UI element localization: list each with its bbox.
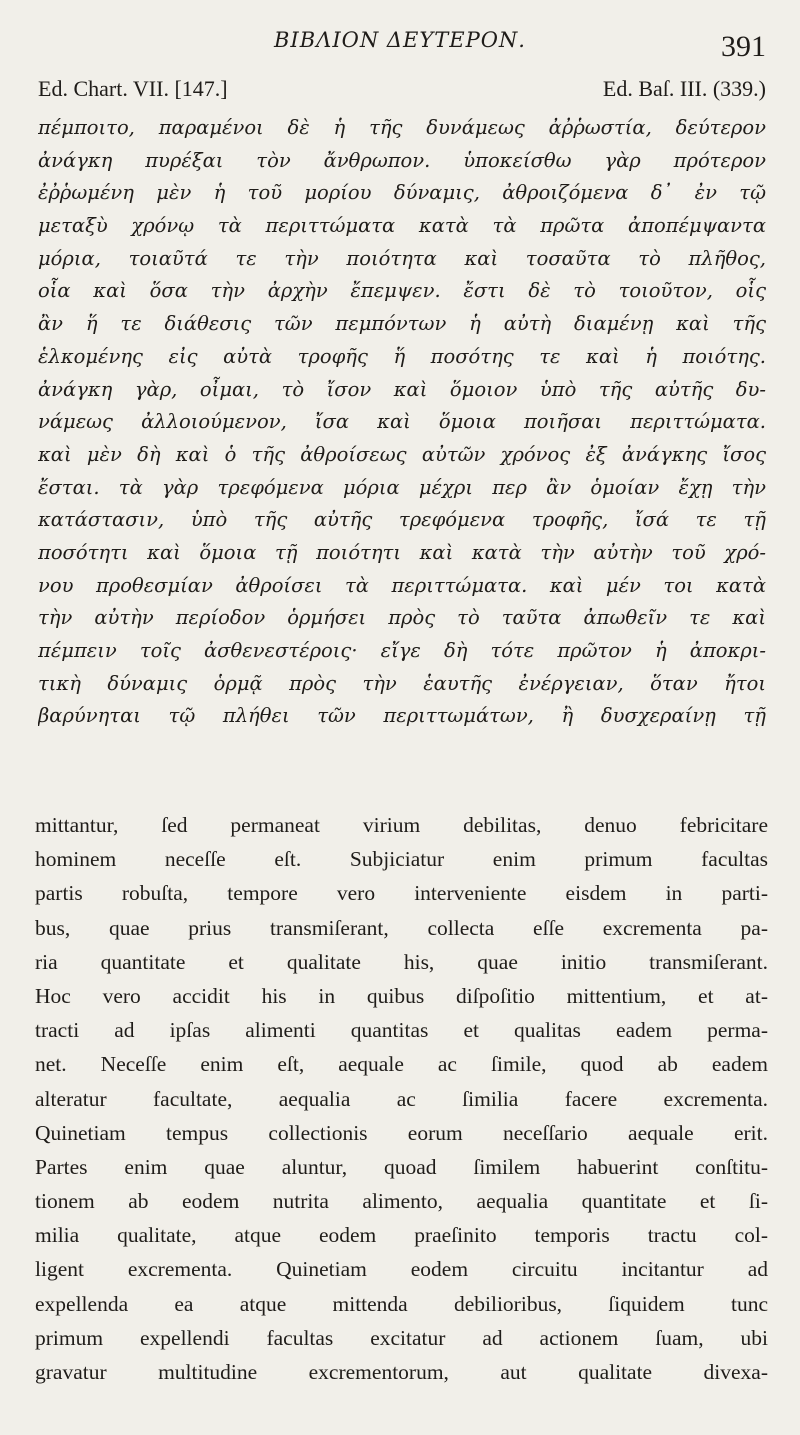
greek-text-line: μεταξὺ χρόνῳ τὰ περιττώματα κατὰ τὰ πρῶτα ἀποπέμψαντα [38,214,766,238]
greek-text-line: μόρια, τοιαῦτά τε τὴν ποιότητα καὶ τοσαῦτα τὸ πλῆθος, [38,246,766,270]
running-title: ΒΙΒΛΙΟΝ ΔΕΥΤΕΡΟΝ. [274,28,526,52]
latin-text-line: primum expellendi facultas excitatur ad actionem ſuam, ubi [35,1325,768,1350]
greek-text-line: καὶ μὲν δὴ καὶ ὁ τῆς ἀθροίσεως αὐτῶν χρόνος ἐξ ἀνάγκης ἴσος [38,442,766,466]
latin-text-line: tionem ab eodem nutrita alimento, aequalia quantitate et ſi- [35,1189,768,1214]
greek-text-line: ἂν ἥ τε διάθεσις τῶν πεμπόντων ἡ αὐτὴ διαμένῃ καὶ τῆς [38,312,766,336]
greek-text-line: τὴν αὐτὴν περίοδον ὁρμήσει πρὸς τὸ ταῦτα ἀπωθεῖν τε καὶ [38,606,766,630]
greek-text-line: τικὴ δύναμις ὁρμᾷ πρὸς τὴν ἑαυτῆς ἐνέργειαν, ὅταν ἤτοι [38,671,766,695]
greek-text-line: βαρύνηται τῷ πλήθει τῶν περιττωμάτων, ἢ δυσχεραίνῃ τῇ [38,704,766,728]
edition-reference-basel: Ed. Baſ. III. (339.) [602,76,766,101]
greek-text-block [38,112,766,733]
latin-text-line: gravatur multitudine excrementorum, aut qualitate divexa- [35,1360,768,1384]
latin-text-line: bus, quae prius transmiſerant, collecta eſſe excrementa pa- [35,915,768,940]
greek-text-line: πέμπειν τοῖς ἀσθενεστέροις· εἴγε δὴ τότε πρῶτον ἡ ἀποκρι- [38,639,766,662]
edition-reference-row [38,76,766,104]
latin-text-line: partis robuſta, tempore vero interveniente eisdem in parti- [35,881,768,906]
greek-text-line: κατάστασιν, ὑπὸ τῆς αὐτῆς τρεφόμενα τροφῆς, ἴσά τε τῇ [38,508,766,532]
latin-text-line: expellenda ea atque mittenda debilioribus, ſiquidem tunc [35,1291,768,1316]
latin-text-line: Quinetiam tempus collectionis eorum neceſſario aequale erit. [35,1120,768,1145]
greek-text-line: ἔσται. τὰ γὰρ τρεφόμενα μόρια μέχρι περ ἂν ὁμοίαν ἔχῃ τὴν [38,475,766,499]
page-number: 391 [721,30,766,63]
greek-text-line: ἑλκομένης εἰς αὐτὰ τροφῆς ἥ ποσότης τε καὶ ἡ ποιότης. [38,344,766,368]
latin-text-line: Hoc vero accidit his in quibus diſpoſitio mittentium, et at- [35,983,768,1008]
greek-text-line: πέμποιτο, παραμένοι δὲ ἡ τῆς δυνάμεως ἀῤῥωστία, δεύτερον [38,116,766,139]
latin-text-line: Partes enim quae aluntur, quoad ſimilem habuerint conſtitu- [35,1154,768,1179]
latin-text-line: ligent excrementa. Quinetiam eodem circuitu incitantur ad [35,1257,768,1282]
latin-text-line: ria quantitate et qualitate his, quae initio transmiſerant. [35,949,768,974]
latin-text-line: hominem neceſſe eſt. Subjiciatur enim primum facultas [35,847,768,872]
greek-text-line: ποσότητι καὶ ὅμοια τῇ ποιότητι καὶ κατὰ τὴν αὐτὴν τοῦ χρό- [38,540,766,564]
latin-text-block [35,808,768,1389]
greek-text-line: νάμεως ἀλλοιούμενον, ἴσα καὶ ὅμοια ποιῆσαι περιττώματα. [38,410,766,434]
latin-text-line: tracti ad ipſas alimenti quantitas et qualitas eadem perma- [35,1018,768,1043]
latin-text-line: alteratur facultate, aequalia ac ſimilia facere excrementa. [35,1086,768,1111]
latin-text-line: mittantur, ſed permaneat virium debilitas, denuo febricitare [35,813,768,837]
greek-text-line: ἀνάγκη γὰρ, οἶμαι, τὸ ἴσον καὶ ὅμοιον ὑπὸ τῆς αὐτῆς δυ- [38,377,766,401]
greek-text-line: οἷα καὶ ὅσα τὴν ἀρχὴν ἔπεμψεν. ἔστι δὲ τὸ τοιοῦτον, οἷς [38,279,766,303]
greek-text-line: ἀνάγκη πυρέξαι τὸν ἄνθρωπον. ὑποκείσθω γὰρ πρότερον [38,148,766,172]
greek-text-line: ἐῤῥωμένη μὲν ἡ τοῦ μορίου δύναμις, ἀθροιζόμενα δ᾽ ἐν τῷ [38,181,766,205]
edition-reference-chartier: Ed. Chart. VII. [147.] [38,76,228,101]
latin-text-line: net. Neceſſe enim eſt, aequale ac ſimile, quod ab eadem [35,1052,768,1077]
greek-text-line: νου προθεσμίαν ἀθροίσει τὰ περιττώματα. καὶ μέν τοι κατὰ [38,573,766,597]
latin-text-line: milia qualitate, atque eodem praeſinito temporis tractu col- [35,1223,768,1248]
